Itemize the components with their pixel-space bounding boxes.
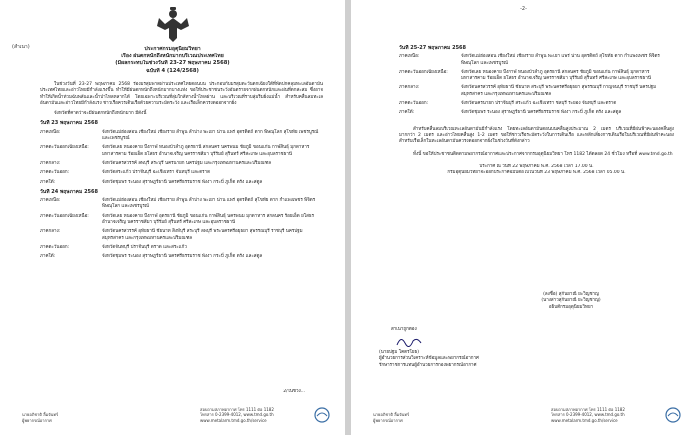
tmd-logo-icon: [313, 407, 331, 423]
region-provinces: จังหวัดชุมพร ระนอง สุราษฎร์ธานี นครศรีธรรมราช พังงา กระบี่ ภูเก็ต ตรัง และสตูล: [102, 254, 263, 260]
region-label: ภาคกลาง:: [40, 160, 61, 166]
footer-line: สอบถามสภาพอากาศ โทร 1111 ต่อ 1182: [551, 406, 625, 412]
region-label: ภาคใต้:: [399, 110, 415, 116]
footer-line: นายอภิชาติ ลิ้มจันทร์: [373, 412, 410, 418]
certified-copy-label: สำเนาถูกต้อง: [391, 327, 417, 332]
region-label: ภาคเหนือ:: [399, 54, 420, 60]
wave-note-paragraph: สำหรับคลื่นลมบริเวณทะเลอันดามันมีกำลังแรง โดยทะเลอันดามันตอนบนคลื่นสูงประมาณ 2 เมตร บริเวณที่มีฝนฟ้าคะนองคลื่นสูงมากกว่า 2 เมตร และอ่าวไทยคลื่นสูง 1-2 เมตร ขอให้ชาวเรือระมัดระวังในการเดินเรือ และหลีกเลี่ยงการเดินเรือในบริเวณที่มีฝนฟ้าคะนอง สำหรับเรือเล็กในทะเลอันดามันควรงดออกจากฝั่งในช่วงวันที่ดังกล่าว: [399, 126, 674, 145]
region-row: [40, 180, 323, 186]
region-provinces: จังหวัดแม่ฮ่องสอน เชียงใหม่ เชียงราย ลำพูน พะเยา แพร่ น่าน อุตรดิตถ์ สุโขทัย ตาก กำแพงเพชร พิจิตร พิษณุโลก และเพชรบูรณ์: [461, 54, 660, 66]
footer-line: นายอภิชาติ ลิ้มจันทร์: [22, 412, 59, 418]
announcement-body: [399, 42, 674, 176]
announcement-body: [40, 82, 323, 261]
region-provinces: จังหวัดเลย หนองคาย บึงกาฬ หนองบัวลำภู อุดรธานี สกลนคร ชัยภูมิ ขอนแก่น กาฬสินธุ์ มุกดาหาร มหาสารคาม ร้อยเอ็ด ยโสธร อำนาจเจริญ นครราชสีมา บุรีรัมย์ สุรินทร์ ศรีสะเกษ และอุบลราชธานี: [461, 69, 651, 82]
continued-marker: 2/ในช่วง...: [283, 388, 305, 394]
footer-contact-person: [373, 412, 409, 423]
region-label: ภาคเหนือ:: [40, 129, 61, 135]
document-page-2: [351, 0, 696, 435]
region-row: [399, 101, 674, 107]
next-issue-line: กรมอุตุนิยมวิทยาจะออกประกาศฉบับต่อไปในวันที่ 23 พฤษภาคม พ.ศ. 2568 เวลา 05.00 น.: [447, 170, 626, 176]
day-heading: วันที่ 25-27 พฤษภาคม 2568: [399, 45, 467, 51]
issue-date-line: ประกาศ ณ วันที่ 22 พฤษภาคม พ.ศ. 2568 เวลา 17.00 น.: [479, 163, 594, 169]
region-provinces: จังหวัดชุมพร ระนอง สุราษฎร์ธานี นครศรีธรรมราช พังงา กระบี่ ภูเก็ต ตรัง และสตูล: [461, 110, 622, 116]
footer-contact-person: [22, 412, 58, 423]
region-row: [40, 254, 323, 260]
handwritten-signature-icon: [395, 333, 425, 349]
region-provinces: จังหวัดแม่ฮ่องสอน เชียงใหม่ เชียงราย ลำพูน ลำปาง พะเยา น่าน แพร่ อุตรดิตถ์ สุโขทัย ตาก กำแพงเพชร พิจิตร พิษณุโลก และเพชรบูรณ์: [102, 198, 316, 210]
region-provinces: จังหวัดเลย หนองคาย บึงกาฬ หนองบัวลำภู อุดรธานี สกลนคร นครพนม ชัยภูมิ ขอนแก่น กาฬสินธุ์ มุกดาหาร มหาสารคาม ร้อยเอ็ด ยโสธร อำนาจเจริญ นครราชสีมา บุรีรัมย์ สุรินทร์ ศรีสะเกษ และอุบลราชธานี: [102, 145, 310, 157]
region-provinces: จังหวัดนครสวรรค์ อุทัยธานี ชัยนาท สิงห์บุรี สระบุรี ลพบุรี พระนครศรีอยุธยา สุพรรณบุรี ราชบุรี นครปฐม สมุทรสาคร และกรุงเทพมหานครและปริมณฑล: [102, 229, 303, 241]
title-line: ประกาศกรมอุตุนิยมวิทยา: [144, 46, 201, 52]
certifier-line: รักษาราชการแทนผู้อำนวยการกองพยากรณ์อากาศ: [379, 362, 477, 368]
title-line: เรื่อง ฝนตกหนักถึงหนักมากบริเวณประเทศไทย: [121, 53, 224, 60]
footer-line: ผู้พยากรณ์อากาศ: [22, 417, 52, 423]
region-row: [399, 70, 674, 83]
tmd-logo-icon: [664, 407, 682, 423]
region-label: ภาคกลาง:: [40, 229, 61, 235]
region-provinces: จังหวัดนครสวรรค์ ลพบุรี สระบุรี นครนายก นครปฐม และกรุงเทพมหานครและปริมณฑล: [102, 160, 271, 166]
region-provinces: จังหวัดสระแก้ว ปราจีนบุรี ฉะเชิงเทรา จันทบุรี และตราด: [102, 170, 211, 176]
region-row: [40, 229, 323, 242]
certifier-line: (นายปฐม โคตรโยธ): [379, 350, 420, 355]
region-row: [40, 130, 323, 143]
region-row: [40, 161, 323, 167]
title-line: ฉบับที่ 4 (124/2568): [146, 67, 199, 74]
footer-line: ผู้พยากรณ์อากาศ: [373, 417, 403, 423]
footer-line: โทรสาร 0-2399-4012, www.tmd.go.th: [200, 412, 274, 418]
certifier-line: ผู้อำนวยการส่วนวิเคราะห์ข้อมูลและพยากรณ์อากาศ: [379, 356, 479, 362]
copy-label: (สำเนา): [12, 44, 30, 50]
intro-paragraph: ในช่วงวันที่ 23-27 พฤษภาคม 2568 ร่องมรสุมพาดผ่านประเทศไทยตอนบน ประกอบกับมรสุมตะวันตกเฉียงใต้ที่พัดปกคลุมทะเลอันดามัน ประเทศไทยและอ่าวไทยมีกำลังแรงขึ้น ทำให้มีฝนตกหนักถึงหนักมากบางแห่ง ขอให้ประชาชนระวังอันตรายจากฝนตกหนักและฝนที่ตกสะสม ซึ่งอาจทำให้เกิดน้ำท่วมฉับพลันและน้ำป่าไหลหลากได้ โดยเฉพาะบริเวณที่ลุ่มใกล้ทางน้ำไหลผ่าน และบริเวณที่ราบลุ่มริมฝั่งแม่น้ำ สำหรับคลื่นลมทะเลอันดามันและอ่าวไทยมีกำลังแรง ชาวเรือควรเดินเรือด้วยความระมัดระวัง และเรือเล็กควรงดออกจากฝั่ง: [40, 82, 323, 106]
certifier-block: [379, 350, 639, 369]
region-row: [40, 145, 323, 158]
region-label: ภาคตะวันออกเฉียงเหนือ:: [40, 213, 89, 219]
footer-contact-info: [551, 407, 625, 423]
region-label: ภาคตะวันออก:: [40, 244, 70, 250]
announcement-title: [0, 46, 345, 75]
region-label: ภาคตะวันออกเฉียงเหนือ:: [40, 145, 89, 151]
region-label: ภาคเหนือ:: [40, 198, 61, 204]
signer-line: (ลงชื่อ) สุกันยาณี ยะวิญชาญ: [543, 292, 599, 297]
garuda-emblem-icon: [155, 4, 191, 44]
region-provinces: จังหวัดนครสวรรค์ อุทัยธานี ชัยนาท สระบุรี พระนครศรีอยุธยา สุพรรณบุรี กาญจนบุรี ราชบุรี นครปฐม สมุทรสาคร และกรุงเทพมหานครและปริมณฑล: [461, 85, 657, 97]
region-row: [399, 54, 674, 67]
region-row: [399, 110, 674, 116]
region-label: ภาคใต้:: [40, 179, 56, 185]
region-row: [40, 170, 323, 176]
region-provinces: จังหวัดเลย หนองคาย บึงกาฬ อุดรธานี ชัยภูมิ ขอนแก่น กาฬสินธุ์ นครพนม มุกดาหาร สกลนคร ร้อยเอ็ด ยโสธร อำนาจเจริญ นครราชสีมา บุรีรัมย์ สุรินทร์ ศรีสะเกษ และอุบลราชธานี: [102, 213, 315, 226]
provinces-heading: จังหวัดที่คาดว่าจะมีฝนตกหนักถึงหนักมาก มีดังนี้: [54, 111, 147, 117]
region-label: ภาคกลาง:: [399, 85, 420, 91]
region-provinces: จังหวัดจันทบุรี ปราจีนบุรี ตราด และสระแก้ว: [102, 244, 187, 250]
region-label: ภาคใต้:: [40, 254, 56, 260]
day-heading: วันที่ 23 พฤษภาคม 2568: [40, 120, 98, 127]
title-line: (มีผลกระทบในช่วงวันที่ 23-27 พฤษภาคม 2568): [115, 60, 230, 67]
footer-line: สอบถามสภาพอากาศ โทร 1111 ต่อ 1182: [200, 406, 274, 412]
region-row: [40, 214, 323, 227]
region-provinces: จังหวัดนครนายก ปราจีนบุรี สระแก้ว ฉะเชิงเทรา ชลบุรี ระยอง จันทบุรี และตราด: [461, 101, 617, 107]
director-signature-block: [501, 292, 641, 311]
region-label: ภาคตะวันออก:: [40, 170, 70, 176]
page-number: -2-: [520, 6, 527, 12]
footer-line: www.metalarm.tmd.go.th/service: [551, 417, 618, 423]
signer-line: อธิบดีกรมอุตุนิยมวิทยา: [548, 304, 594, 310]
region-provinces: จังหวัดชุมพร ระนอง สุราษฎร์ธานี นครศรีธรรมราช พังงา กระบี่ ภูเก็ต ตรัง และสตูล: [102, 179, 263, 185]
region-label: ภาคตะวันออกเฉียงเหนือ:: [399, 69, 448, 75]
region-row: [40, 245, 323, 251]
day-heading: วันที่ 24 พฤษภาคม 2568: [40, 188, 98, 195]
region-provinces: จังหวัดแม่ฮ่องสอน เชียงใหม่ เชียงราย ลำพูน ลำปาง พะเยา น่าน แพร่ อุตรดิตถ์ ตาก พิษณุโลก สุโขทัย เพชรบูรณ์ และเพชรบูรณ์: [102, 129, 319, 142]
footer-line: www.metalarm.tmd.go.th/service: [200, 417, 267, 423]
region-row: [399, 85, 674, 98]
footer-line: โทรสาร 0-2399-4012, www.tmd.go.th: [551, 412, 625, 418]
document-page-1: [0, 0, 345, 435]
signer-line: (นางสาวสุกันยาณี ยะวิญชาญ): [541, 298, 601, 304]
region-label: ภาคตะวันออก:: [399, 101, 429, 107]
region-row: [40, 198, 323, 211]
footer-contact-info: [200, 407, 274, 423]
advice-paragraph: ทั้งนี้ ขอให้ประชาชนติดตามพยากรณ์อากาศและประกาศจากกรมอุตุนิยมวิทยา โทร 1182 ได้ตลอด 24 ชั่วโมง หรือที่ www.tmd.go.th: [413, 151, 673, 157]
